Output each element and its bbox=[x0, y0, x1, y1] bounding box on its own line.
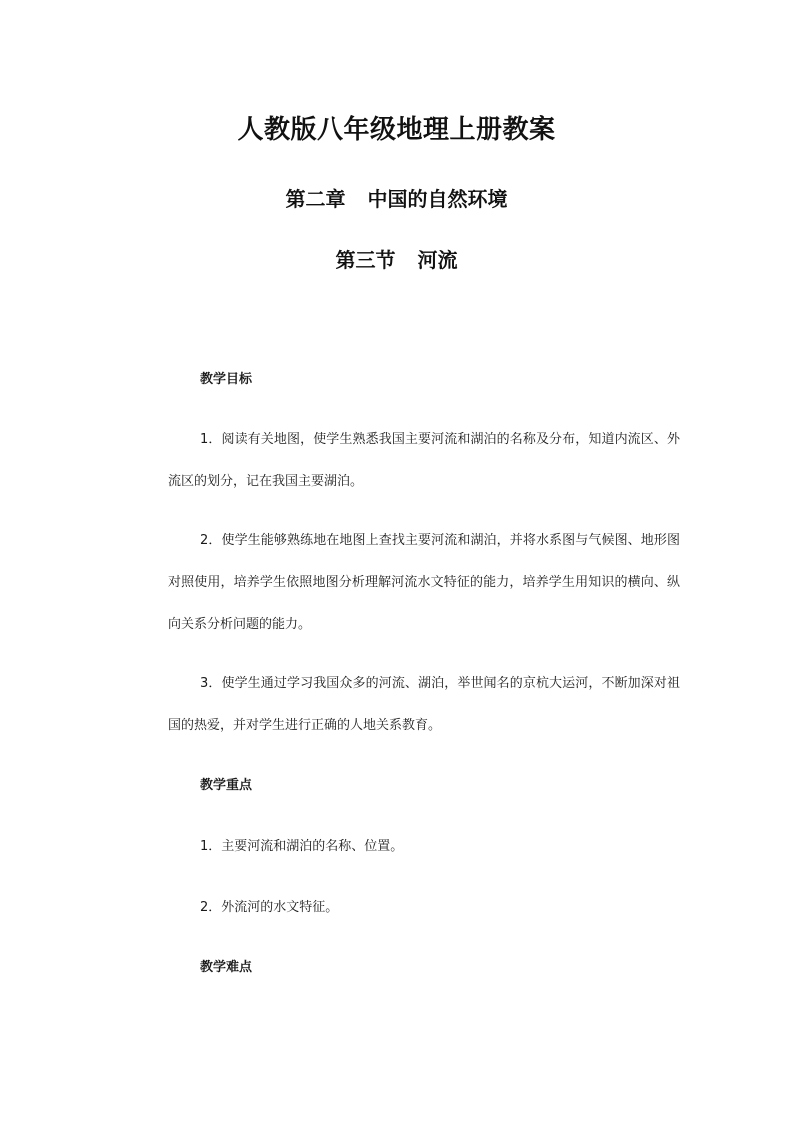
section-heading bbox=[0, 246, 793, 274]
key-point-item-1: 1．主要河流和湖泊的名称、位置。 bbox=[200, 839, 404, 854]
chapter-name: 中国的自然环境 bbox=[367, 187, 508, 211]
key-points-heading: 教学重点 bbox=[200, 778, 253, 793]
chapter-number: 第二章 bbox=[285, 187, 346, 211]
document-title: 人教版八年级地理上册教案 bbox=[237, 115, 556, 145]
objective-item-3: 3．使学生通过学习我国众多的河流、湖泊，举世闻名的京杭大运河，不断加深对祖国的热爱，并对学生进行正确的人地关系教育。 bbox=[168, 676, 680, 733]
objectives-heading: 教学目标 bbox=[200, 372, 253, 387]
difficulties-heading: 教学难点 bbox=[200, 960, 253, 975]
section-number: 第三节 bbox=[335, 248, 396, 272]
objective-item-2: 2．使学生能够熟练地在地图上查找主要河流和湖泊，并将水系图与气候图、地形图对照使用，培养学生依照地图分析理解河流水文特征的能力，培养学生用知识的横向、纵向关系分析问题的能力。 bbox=[168, 533, 680, 632]
key-point-item-2: 2．外流河的水文特征。 bbox=[200, 900, 339, 915]
chapter-heading bbox=[0, 185, 793, 213]
section-name: 河流 bbox=[417, 248, 458, 272]
objective-item-1: 1．阅读有关地图，使学生熟悉我国主要河流和湖泊的名称及分布，知道内流区、外流区的划分，记在我国主要湖泊。 bbox=[168, 432, 680, 489]
